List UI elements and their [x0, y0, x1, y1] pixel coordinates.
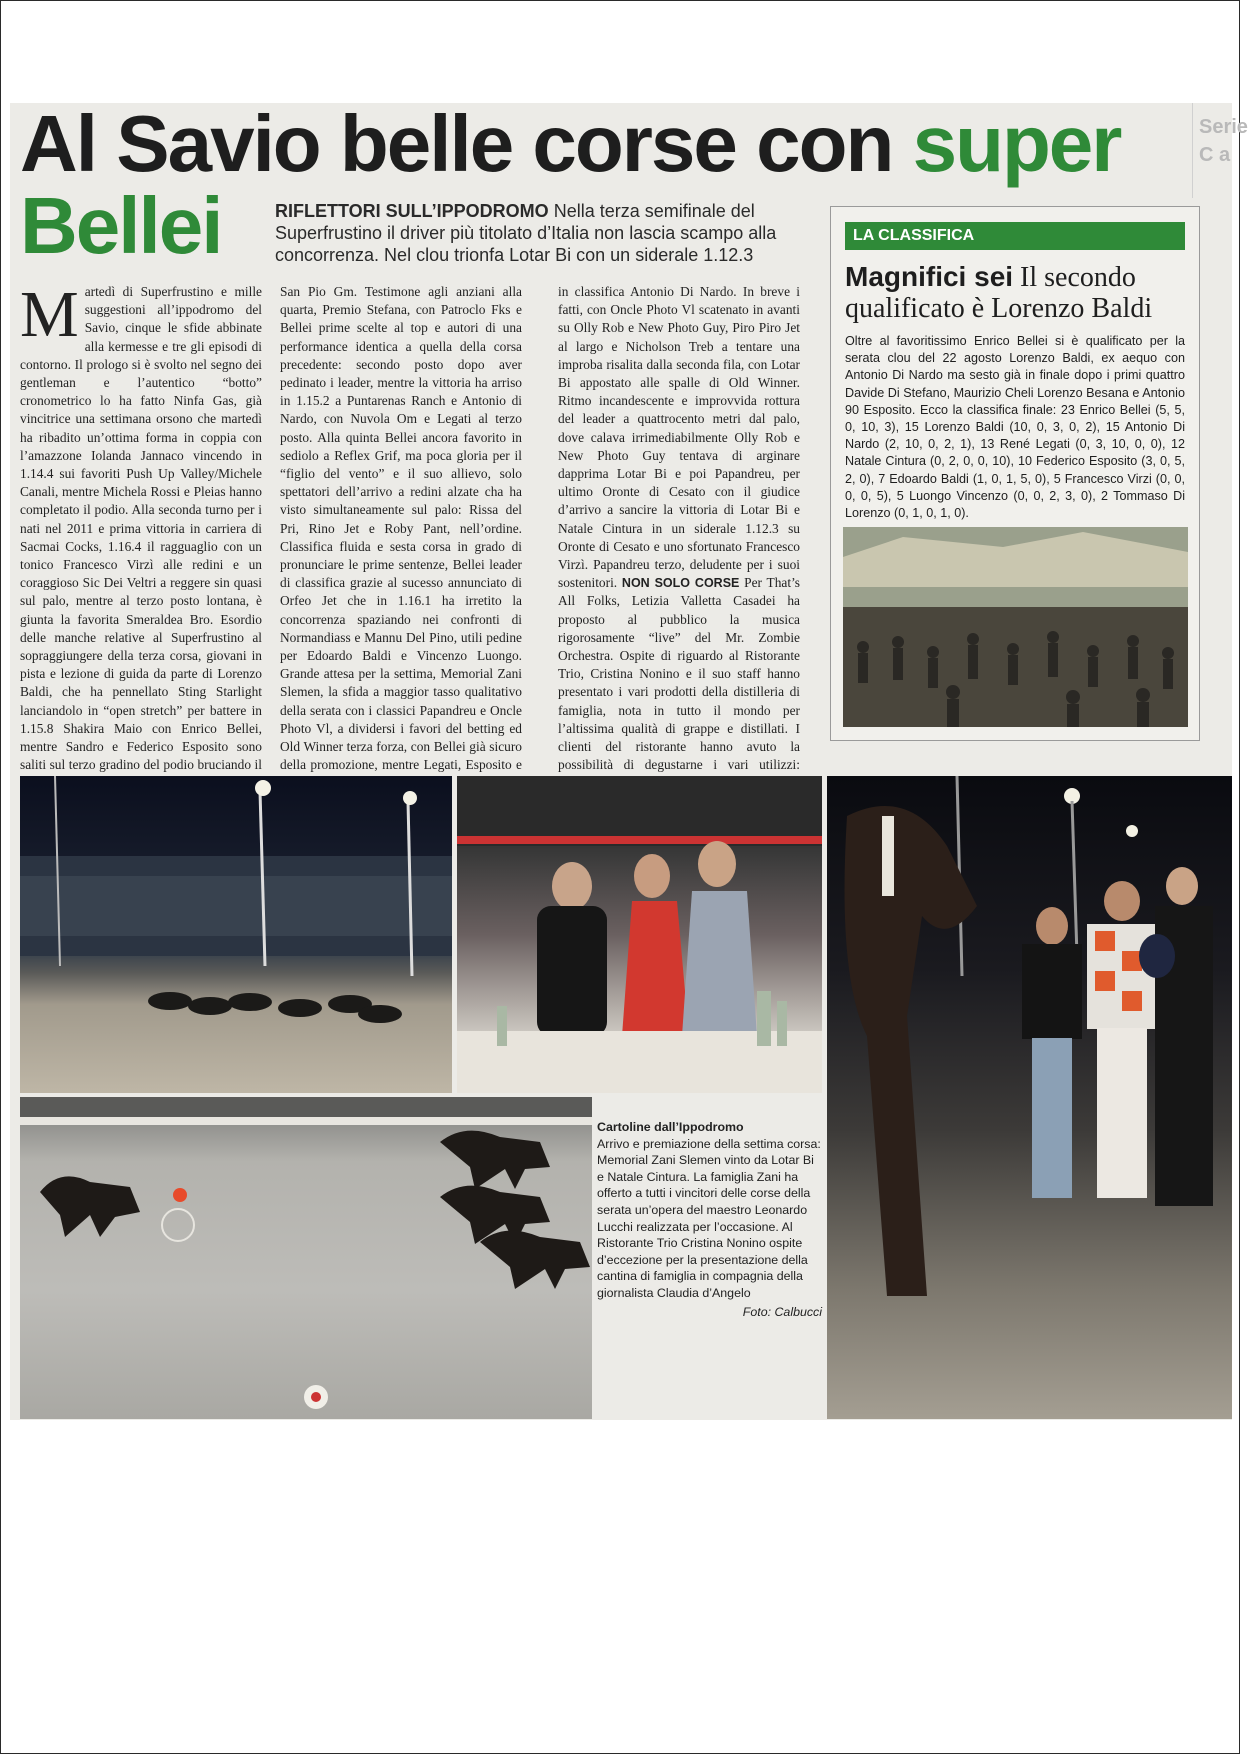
night-race-icon [20, 776, 452, 1093]
night-race-photo [20, 776, 452, 1093]
caption-title: Cartoline dall’Ippodromo [597, 1120, 744, 1134]
headline-line-1: Al Savio belle corse con super [20, 99, 1121, 188]
trotting-race-photo [20, 1097, 592, 1419]
section-label: NON SOLO CORSE [621, 576, 740, 591]
kicker [275, 200, 835, 266]
crowd-icon [843, 527, 1188, 727]
presentation-icon [457, 776, 822, 1093]
article-column-2: San Pio Gm. Testimone agli anziani alla quarta, Premio Stefana, con Patroclo Fks e Bellei prime scelte al top e autori di una performance identica a quella della corsa precedente: secondo posto dopo aver pedinato i leader, mentre la vittoria ha arriso in 1.15.2 a Puntarenas Ranch e Antonio di Nardo, con Nuvola Om e Legati al terzo posto. Alla quinta Bellei ancora favorito in sediolo a Reflex Grif, ma poca gloria per il “figlio del vento” e il suo allievo, solo spettatori dell’arrivo a redini alzate cha ha visto simultaneamente sul palo: Rissa del Pri, Rino Jet e Roby Pant, nell’ordine. Classifica fluida e sesta corsa in grado di pronunciare le prime sentenze, Bellei leader di classifica grazie al sucesso annunciato di Orfeo Jet che in 1.16.1 ha irretito la concorrenza spaziando nei confronti di Normandiass e Mannu Del Pino, utili pedine per Edoardo Baldi e Vincenzo Luongo. Grande attesa per la settima, Memorial Zani Slemen, la sfida a maggior tasso qualitativo della serata con i classici Papandreu e Oncle Photo Vl, a dividersi i favori del betting ed Old Winner terza forza, con Bellei già sicuro della promozione, mentre Legati, Esposito e [280, 284, 522, 773]
trotting-race-icon [20, 1097, 592, 1419]
photo-caption [597, 1119, 822, 1320]
standings-title: Magnifici sei Il secondo qualificato è Lorenzo Baldi [845, 261, 1153, 324]
adjacent-article-fragment: Serie C a [1192, 103, 1232, 198]
award-ceremony-icon [827, 776, 1232, 1419]
kicker-label: RIFLETTORI SULL’IPPODROMO [275, 201, 549, 221]
crowd-photo [843, 527, 1188, 727]
standings-text: Oltre al favoritissimo Enrico Bellei si è qualificato per la serata clou del 22 agosto Lorenzo Baldi, ex aequo con Antonio Di Nardo ma sesto già in finale dopo i primi quattro Davide Di Stefano, Maurizio Cheli Lorenzo Besana e Antonio 90 Esposito. Ecco la classifica finale: 23 Enrico Bellei (5, 5, 0, 10, 3), 15 Lorenzo Baldi (10, 0, 3, 0, 2), 15 Antonio Di Nardo (2, 10, 0, 2, 1), 13 René Legati (0, 3, 10, 0, 0), 12 Natale Cintura (0, 2, 0, 0, 10), 10 Federico Esposito (3, 0, 5, 2, 0), 7 Edoardo Baldi (1, 0, 1, 5, 0), 5 Francesco Virzi (0, 0, 0, 0, 5), 5 Luongo Vincenzo (0, 0, 2, 3, 0), 2 Tommaso Di Lorenzo (0, 1, 0, 1, 0). [845, 334, 1185, 521]
caption-text: Arrivo e premiazione della settima corsa: Memorial Zani Slemen vinto da Lotar Bi e Natale Cintura. La famiglia Zani ha offerto a tutti i vincitori delle corse della serata un’opera del maestro Leonardo Lucchi realizzata per l’occasione. Al Ristorante Trio Cristina Nonino ospite d’eccezione per la presentazione della cantina di famiglia in compagnia della giornalista Claudia d’Angelo [597, 1136, 821, 1300]
kicker-text: Nella terza semifinale del Superfrustino il driver più titolato d’Italia non lascia scampo alla concorrenza. Nel clou trionfa Lotar Bi con un siderale 1.12.3 [275, 201, 777, 265]
award-ceremony-photo [827, 776, 1232, 1419]
standings-tag: LA CLASSIFICA [845, 222, 1185, 250]
standings-box [830, 206, 1200, 741]
headline-highlight: super [912, 99, 1121, 188]
photo-credit: Foto: Calbucci [742, 1304, 822, 1319]
newspaper-clipping [10, 99, 1248, 1420]
article-column-3: in classifica Antonio Di Nardo. In breve i fatti, con Oncle Photo Vl scatenato in avanti su Olly Rob e New Photo Guy, Piro Piro Jet al largo e Nicholson Treb a tentare una improba risalita dalla seconda fila, con Lotar Bi appostato alle spalle di Old Winner. Ritmo incandescente e improvvida rottura del leader a quattrocento metri dal palo, dove calava irrimediabilmente Olly Rob e New Photo Guy tentava di arginare dapprima Lotar Bi e poi Papandreu, per ultimo Oronte di Cesato con il giudice d’arrivo a sancire la vittoria di Lotar Bi e Natale Cintura in un siderale 1.12.3 su Oronte di Cesato e uno sfortunato Francesco Virzì. Papandreu terzo, deludente per i suoi sostenitori. NON SOLO CORSE Per That’s All Folks, Letizia Valletta Casadei ha proposto al pubblico la musica rigorosamente “live” del Mr. Zombie Orchestra. Ospite di riguardo al Ristorante Trio, Cristina Nonino e il suo staff hanno presentato i vari prodotti della distilleria di famiglia, nota in tutto il mondo per l’altissima qualità di grappe e distillati. I clienti del ristorante hanno avuto la possibilità di degustarne i vari utilizzi: [558, 284, 800, 773]
dropcap: M [20, 278, 79, 351]
headline-line-2: Bellei [20, 181, 222, 270]
presentation-photo [457, 776, 822, 1093]
article-column-1: Martedì di Superfrustino e mille suggestioni all’ippodromo del Savio, cinque le sfide abbinate alla kermesse e tre gli episodi di contorno. Il prologo si è svolto nel segno dei gentleman e l’autentico “botto” cronometrico lo ha fatto Ninfa Gas, già vincitrice una settimana orsono che martedì ha ribadito un’ottima forma in coppia con l’amazzone Iolanda Jannaco vincendo in 1.14.4 sui favoriti Push Up Valley/Michele Canali, mentre Michela Rossi e Pleias hanno completato il podio. Alla seconda turno per i nati nel 2011 e prima vittoria in carriera di Sacmai Cocks, 1.16.4 il ragguaglio con un tonico Francesco Virzì alle redini e un coraggioso Sic Dei Veltri a reggere sin quasi sul palo, mentre al terzo posto lontana, è giunta la favorita Smeraldea Bro. Esordio delle manche relative al Superfrustino al sopraggiungere della terza corsa, giovani in pista e lezione di guida da parte di Lorenzo Baldi, che ha pennellato Sting Starlight lanciandolo in “open stretch” per battere in 1.15.8 Shakira Maio con Enrico Bellei, mentre Sandro e Federico Esposito sono saliti sul terzo gradino del podio bruciando il [20, 278, 262, 773]
